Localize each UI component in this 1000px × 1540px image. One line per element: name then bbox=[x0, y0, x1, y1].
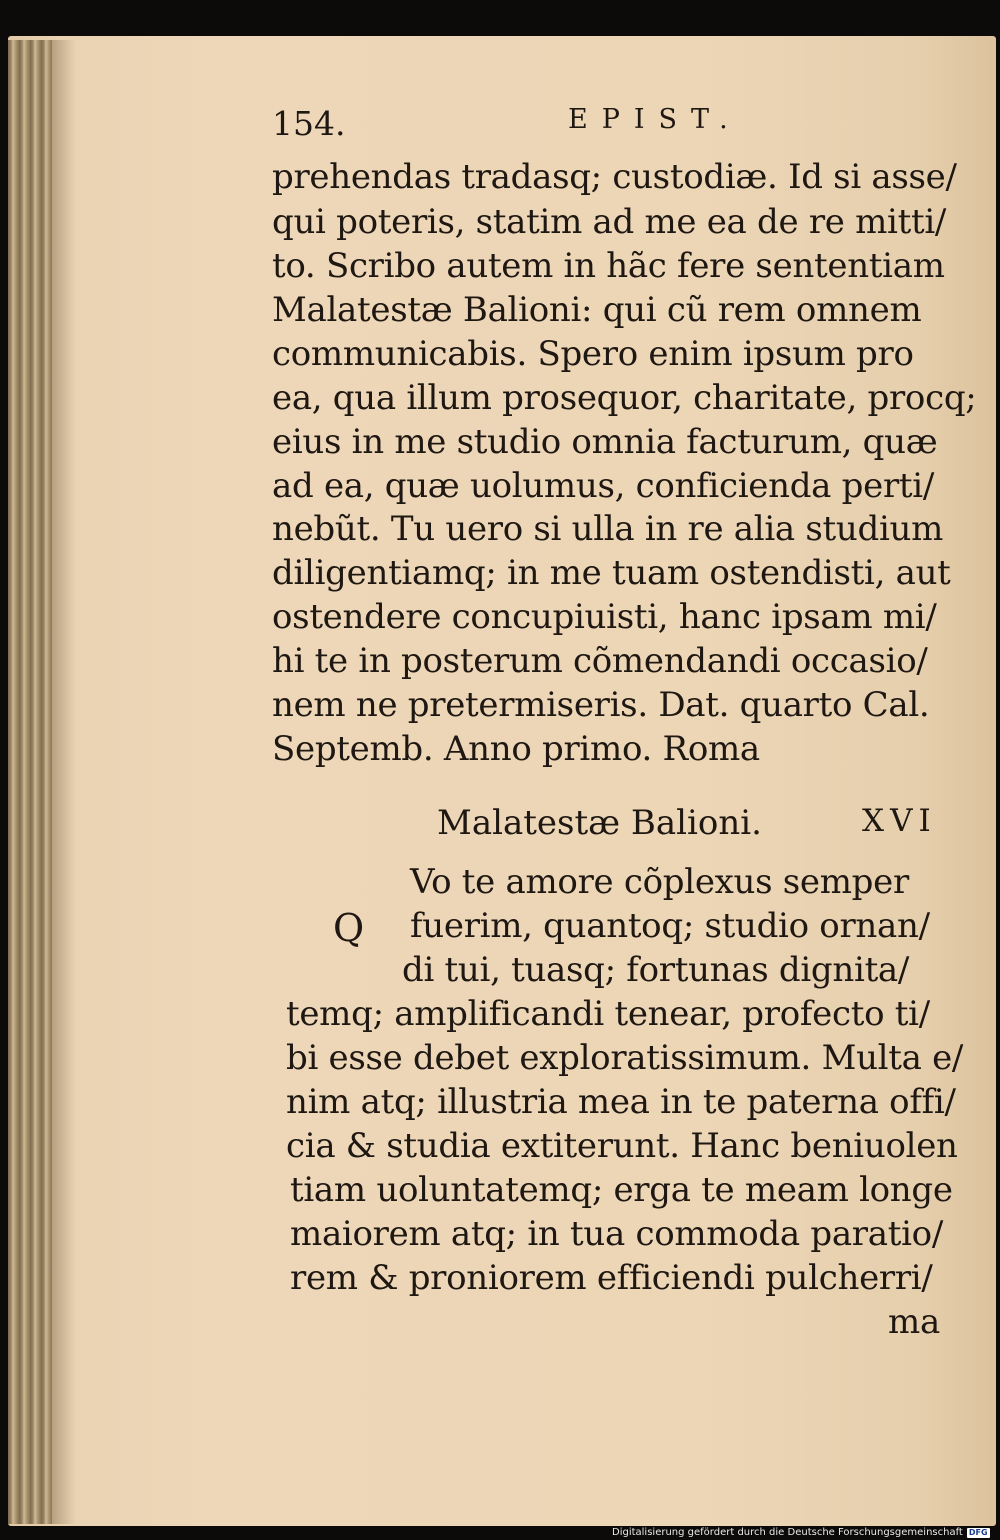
body-line: tiam uoluntatemq; erga te meam longe bbox=[290, 1170, 953, 1210]
indented-line: di tui, tuasq; fortunas dignita/ bbox=[402, 950, 910, 990]
body-line: hi te in posterum cõmendandi occasio/ bbox=[272, 641, 928, 681]
body-line: nebũt. Tu uero si ulla in re alia studium bbox=[272, 509, 944, 549]
body-line: communicabis. Spero enim ipsum pro bbox=[272, 334, 914, 374]
indented-line: Vo te amore cõplexus semper bbox=[410, 862, 909, 902]
drop-initial: Q bbox=[333, 906, 365, 950]
body-line: nem ne pretermiseris. Dat. quarto Cal. bbox=[272, 685, 930, 725]
body-line: rem & proniorem efficiendi pulcherri/ bbox=[290, 1258, 933, 1298]
letter-number: XVI bbox=[862, 803, 937, 839]
letter-heading: Malatestæ Balioni. bbox=[437, 803, 762, 843]
body-line: ea, qua illum prosequor, charitate, procq; bbox=[272, 378, 977, 418]
digitization-credit bbox=[612, 1527, 990, 1538]
body-line: ostendere concupiuisti, hanc ipsam mi/ bbox=[272, 597, 937, 637]
body-line: to. Scribo autem in hãc fere sententiam bbox=[272, 246, 945, 286]
body-line: prehendas tradasq; custodiæ. Id si asse/ bbox=[272, 157, 957, 197]
page-edges bbox=[8, 40, 52, 1524]
body-line: qui poteris, statim ad me ea de re mitti/ bbox=[272, 202, 947, 242]
body-line: diligentiamq; in me tuam ostendisti, aut bbox=[272, 553, 951, 593]
body-line: temq; amplificandi tenear, profecto ti/ bbox=[286, 994, 930, 1034]
credit-text: Digitalisierung gefördert durch die Deutsche Forschungsgemeinschaft bbox=[612, 1527, 963, 1538]
body-line: Septemb. Anno primo. Roma bbox=[272, 729, 760, 769]
dfg-logo-icon: DFG bbox=[968, 1527, 988, 1537]
indented-line: fuerim, quantoq; studio ornan/ bbox=[410, 906, 930, 946]
body-line: Malatestæ Balioni: qui cũ rem omnem bbox=[272, 290, 922, 330]
body-line: ad ea, quæ uolumus, conficienda perti/ bbox=[272, 466, 934, 506]
running-head: EPIST. bbox=[568, 104, 742, 135]
body-line: cia & studia extiterunt. Hanc beniuolen bbox=[286, 1126, 958, 1166]
body-line: maiorem atq; in tua commoda paratio/ bbox=[290, 1214, 943, 1254]
spine-shadow bbox=[52, 40, 76, 1524]
body-line: bi esse debet exploratissimum. Multa e/ bbox=[286, 1038, 964, 1078]
body-line: nim atq; illustria mea in te paterna offi/ bbox=[286, 1082, 956, 1122]
body-line: eius in me studio omnia facturum, quæ bbox=[272, 422, 938, 462]
page-number: 154. bbox=[272, 104, 346, 143]
catchword: ma bbox=[888, 1302, 940, 1342]
